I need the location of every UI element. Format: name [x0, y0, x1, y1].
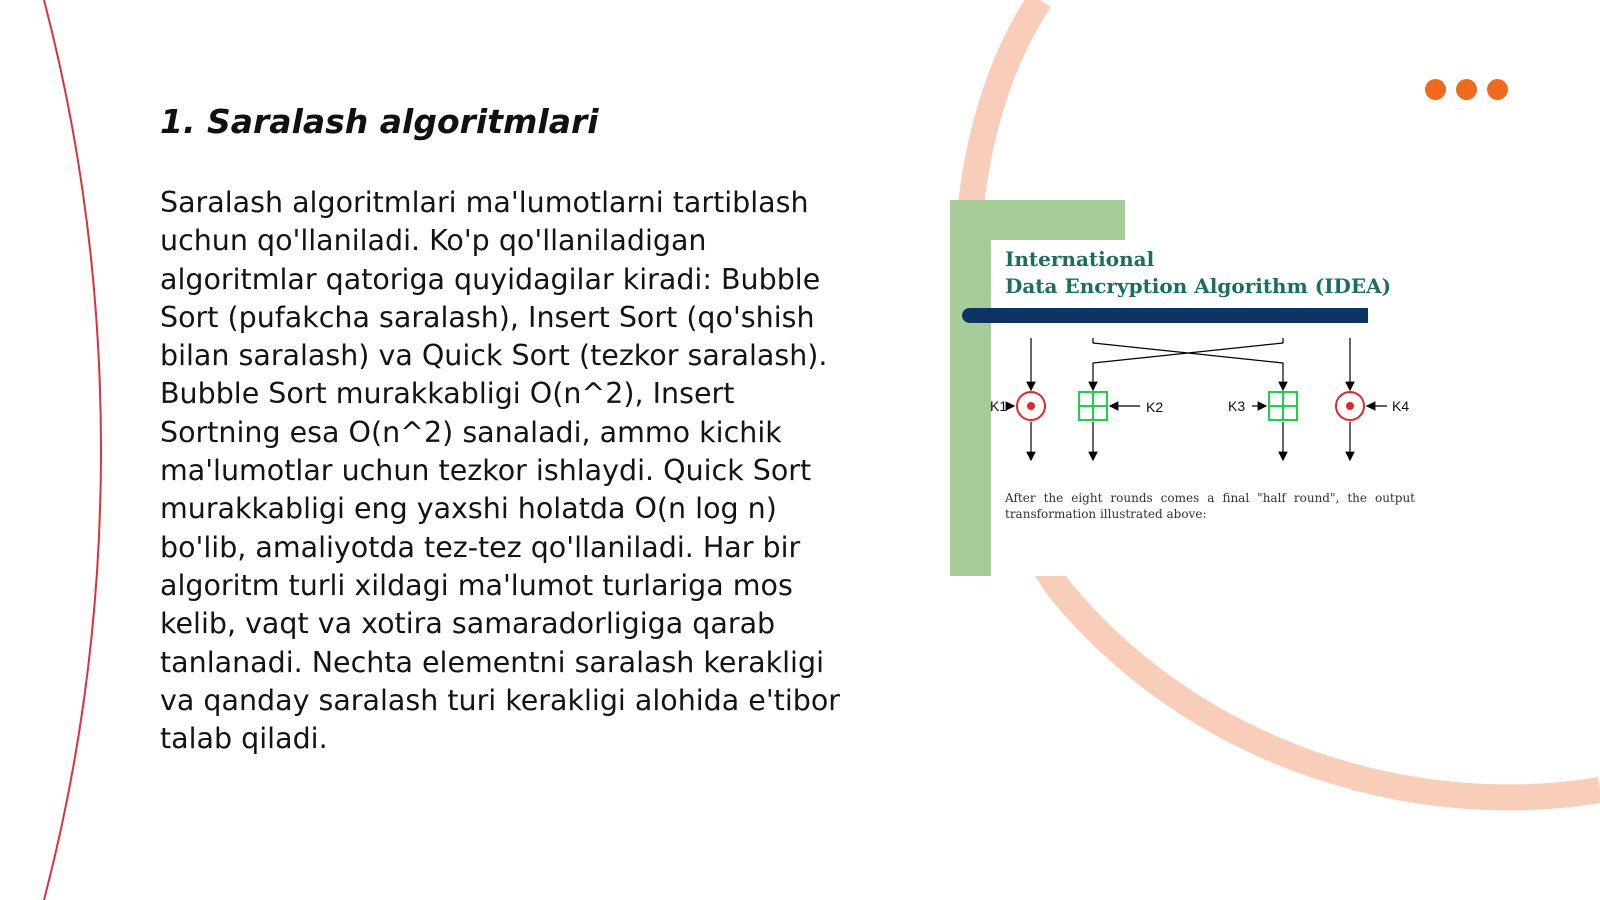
key-label-k4: K4 [1392, 398, 1410, 414]
figure-title [1005, 246, 1391, 300]
dot-icon [1456, 79, 1477, 100]
figure-caption: After the eight rounds comes a final "half round", the output transformation illustrated above: [1005, 491, 1415, 521]
slide-body-text: Saralash algoritmlari ma'lumotlarni tartiblash uchun qo'llaniladi. Ko'p qo'llaniladigan algoritmlar qatoriga quyidagilar kiradi: Bubble Sort (pufakcha saralash), Insert Sort (qo'shish bilan saralash) va Quick Sort (tezkor saralash). Bubble Sort murakkabligi O(n^2), Insert Sortning esa O(n^2) sanaladi, ammo kichik ma'lumotlar uchun tezkor ishlaydi. Quick Sort murakkabligi eng yaxshi holatda O(n log n) bo'lib, amaliyotda tez-tez qo'llaniladi. Har bir algoritm turli xildagi ma'lumot turlariga mos kelib, vaqt va xotira samaradorligiga qarab tanlanadi. Nechta elementni saralash kerakligi va qanday saralash turi kerakligi alohida e'tibor talab qiladi. [160, 186, 841, 756]
left-red-arc-line [44, 0, 101, 900]
key-label-k1: K1 [990, 398, 1008, 414]
multiply-mod-icon [1336, 392, 1364, 420]
multiply-mod-icon [1017, 392, 1045, 420]
slide-title: 1. Saralash algoritmlari [160, 102, 599, 141]
add-mod-icon [1079, 392, 1107, 420]
dot-icon [1425, 79, 1446, 100]
add-mod-icon [1269, 392, 1297, 420]
idea-diagram-image [950, 200, 1430, 576]
idea-half-round-diagram [990, 330, 1430, 480]
decorative-dots [1425, 79, 1508, 100]
figure-title-line1: International [1005, 247, 1155, 271]
key-label-k2: K2 [1146, 399, 1164, 415]
figure-title-line2: Data Encryption Algorithm (IDEA) [1005, 274, 1392, 298]
figure-title-bar [962, 308, 1368, 323]
figure-green-sidebar [950, 200, 991, 576]
dot-icon [1487, 79, 1508, 100]
key-label-k3: K3 [1228, 398, 1246, 414]
